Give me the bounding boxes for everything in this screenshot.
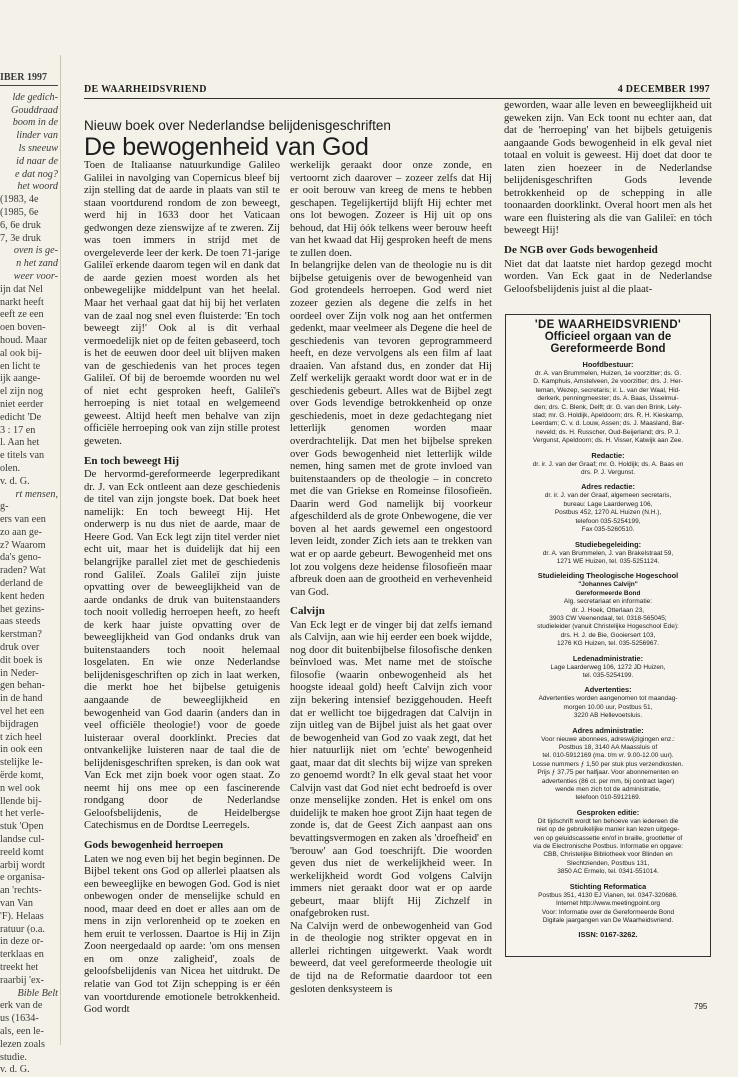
colophon-section [511,808,705,877]
article-column-3 [504,100,712,314]
strip-line: e titels van [0,450,45,462]
colophon-line: Gereformeerde Bond [575,589,641,597]
paragraph: werkelijk geraakt door onze zonde, en vertoornt zich daarover – zozeer zelfs dat Hij er ooit berouw van kreeg de mens te hebben geschapen. Tegelijkertijd blijft Hij echter met ons lot bewogen. Zozeer is Hij uit op ons behoud, dat Hij óók telkens weer berouw heeft van het kwaad dat Hij gesproken heeft de mens te zullen doen. [290,160,492,259]
strip-line: treekt het [0,961,39,973]
strip-line: v. d. G. [0,1064,30,1076]
strip-line: da's geno- [0,552,42,564]
strip-line: Bible Belt [17,987,58,999]
strip-line: als, een le- [0,1025,44,1037]
strip-line: us (1634- [0,1013,39,1025]
strip-line: e organisa- [0,872,45,884]
strip-line: lde gedich- [12,91,58,103]
colophon-line: Postbus 452, 1270 AL Huizen (N.H.), [554,509,662,517]
strip-line: g- [0,501,9,513]
colophon-line: stad; mr. G. Holdijk, Apeldoorn; drs. R. H. Kieskamp, [532,412,684,420]
strip-line: Gouddraad [11,104,58,116]
strip-line: narkt heeft [0,296,44,308]
strip-line: n wel ook [0,782,41,794]
colophon-section-heading: Gesproken editie: [576,807,640,817]
colophon-line: dr. J. Hoek, Otterlaan 23, [571,606,645,614]
strip-line: arbij wordt [0,859,45,871]
strip-line: an 'rechts- [0,885,42,897]
colophon-section-heading: Adres redactie: [581,482,635,492]
colophon-line: D. Kamphuis, Amstelveen, 2e voorzitter; drs. J. Her- [533,378,683,386]
strip-line: el zijn nog [0,386,44,398]
paragraph: Van Eck legt er de vinger bij dat zelfs iemand als Calvijn, aan wie hij eerder een boek wijdde, nog door dit buitenbijbelse filosofische denken beïnvloed was. Met name met de stoïsche filosofie (waarin onbewogenheid als het hoogste ideaal gold) heeft Calvijn zich voor zijn bekering intensief beziggehouden. Heeft dat er wellicht toe bijgedragen dat Calvijn in zijn uitleg van de Bijbel juist als het gaat over de bewogenheid van God zo vaak zegt, dat het hier natuurlijk niet om 'echte' bewogenheid gaat, maar dat dit slechts bij wijze van spreken zo genoemd wordt? In elk geval staat het voor Calvijn vast dat God niet echt bedroefd is over onze menselijke zonden. Het is enkel om ons duidelijk te maken hoe groot Zijn haat tegen de zonde is, dat de Geest Zich aanpast aan ons bevattingsvermogen en zaken als 'droefheid' en 'berouw' aan God toeschrijft. Die woorden geven dus niet de werkelijkheid weer. In werkelijkheid wordt God volgens Calvijn immers niet geraakt door wat er op aarde gebeurt, maar blijft Hij Zichzelf in onafgebroken rust. [290,619,492,920]
colophon-line: Voor nieuwe abonnees, adreswijzigingen enz.: [541,735,675,743]
colophon-line: Losse nummers ƒ 1,50 per stuk plus verzendkosten. [532,760,684,768]
colophon-line: Prijs ƒ 37,75 per halfjaar. Voor abonnementen en [537,769,679,777]
strip-line: aas steeds [0,616,41,628]
section-heading: Gods bewogenheid herroepen [84,838,224,851]
strip-line: oen boven- [0,322,46,334]
colophon-line: drs. H. J. de Bie, Gooiersert 103, [560,631,656,639]
colophon-section-heading: Studieleiding Theologische Hogeschool [537,571,679,581]
strip-line: ërde komt, [0,770,44,782]
strip-line: in de hand [0,693,43,705]
colophon-line: Dit tijdschrift wordt ten behoeve van iedereen die [537,817,679,825]
strip-line: houd. Maar [0,334,47,346]
colophon-line: bureau: Lage Laarderweg 106, [563,500,653,508]
colophon-line: niet op de gebruikelijke manier kan lezen uitgege- [536,826,680,834]
strip-line: (1983, 4e [0,194,39,206]
colophon-line: drs. P. J. Vergunst. [580,469,636,477]
colophon-line: Postbus 351, 4130 EJ Vianen, tel. 0347-320686. [538,891,678,899]
strip-line: lezen zoals [0,1038,45,1050]
colophon-subtitle: Officieel orgaan van de [544,331,672,343]
colophon-section [511,726,705,803]
colophon-line: Internet http://www.meetingpoint.org [555,900,661,908]
colophon-line: morgen 10.00 uur, Postbus 51, [563,703,653,711]
strip-line: kent heden [0,590,45,602]
paragraph: Laten we nog even bij het begin beginnen. De Bijbel tekent ons God op allerlei plaatsen als een beweeglijke en bewogen God. God is niet onbewogen onder de menselijke schuld en nood, maar deed en doet er alles aan om de mens in zijn verlorenheid op te zoeken en hem eruit te verlossen. Daartoe is Hij in Zijn Zoon neergedaald op aarde: 'om ons mensen en om onze zaligheid', zoals de geloofsbelijdenis van Nicea het uitdrukt. De relatie van God tot Zijn schepping is er één van voortdurende emotionele betrokkenheid. God wordt [84,853,280,1016]
colophon-line: den; drs. C. Blenk, Delft; dr. G. van den Brink, Lely- [534,403,682,411]
colophon-line: 1276 KG Huizen, tel. 035-5256967. [557,640,659,648]
colophon-section [511,571,705,648]
colophon-line: dr. ir. J. van der Graaf; mr. G. Holdijk; ds. A. Baas en [532,460,684,468]
paragraph: Niet dat dat laatste niet hardop gezegd mocht worden. Van Eck gaat in de Nederlandse Geloofsbelijdenis juist al die plaat- [504,258,712,295]
strip-line: 'F). Helaas [0,910,44,922]
colophon-section [511,360,705,446]
section-heading: En toch beweegt Hij [84,454,180,467]
page-number: 795 [694,1002,708,1011]
strip-line: eeft ze een [0,309,44,321]
strip-line: rt mensen, [15,488,58,500]
colophon-line: advertenties (86 ct. per mm, bij contract lager) [541,777,675,785]
colophon-section-heading: ISSN: 0167-3262. [578,930,638,940]
strip-line: derland de [0,578,43,590]
strip-line: vel het een [0,706,45,718]
colophon-line: Postbus 18, 3140 AA Maassluis of [558,744,658,751]
strip-line: l. Aan het [0,437,40,449]
colophon-section-heading: Stichting Reformatica [569,881,647,891]
colophon-line: 3220 AB Hellevoetsluis. [573,712,643,720]
strip-line: v. d. G. [0,475,30,487]
colophon-line: ven op geluidscassette en/of in braille, grootletter of [533,834,683,842]
strip-line: gen behan- [0,680,45,692]
article-column-2 [290,160,492,1040]
strip-line: ijk aange- [0,373,41,385]
strip-line: bijdragen [0,718,39,730]
strip-line: stelijke le- [0,757,43,769]
section-heading: De NGB over Gods bewogenheid [504,244,658,257]
strip-line: het woord [17,181,58,193]
article-kicker: Nieuw boek over Nederlandse belijdenisgeschriften [84,118,391,133]
colophon-line: Lage Laarderweg 106, 1272 JD Huizen, [550,663,666,671]
colophon-line: CBB, Christelijke Bibliotheek voor Blinden en [543,851,673,859]
strip-line: 3 : 17 en [0,424,36,436]
colophon-line: Leerdam; C. v. d. Louw, Assen; ds. J. Maasland, Bar- [531,420,685,428]
colophon-section-heading: Advertenties: [584,685,632,695]
strip-line: niet eerder [0,398,44,410]
strip-line: e dat nog? [14,168,58,180]
paragraph: De hervormd-gereformeerde legerpredikant dr. J. van Eck ontleent aan deze geschiedenis de titel van zijn jongste boek. Dat boek heet namelijk: En toch beweegt Hij. Het onderwerp is nu dus niet de aarde, maar de Heere God. Van Eck legt zijn titel verder niet echt uit, maar het is duidelijk dat hij een belangrijke parallel ziet met de geschiedenis rond Galileï. Zoals Galileï zijn juiste opvatting over de beweeglijkheid van de aarde ondanks de druk van buitenstaanders toch nooit volledig herroepen heeft, zo heeft de kerk haar juiste opvatting over de beweeglijkheid van God ondanks druk van buitenstaanders toch nooit helemaal losgelaten. En wie onze Nederlandse belijdenisgeschriften op zich in laat werken, die merkt hoe het bijbelse getuigenis aangaande de beweeglijkheid en bewogenheid van God daarin (anders dan in veel officiële theologie!) voor de goede luisteraar overal doorklinkt. Precies dat ontvankelijke luisteren naar de taal die de belijdenisgeschriften spreken, is dan ook wat Van Eck met zijn boek voor ogen staat. Zo neemt hij ons mee op een fascinerende rondgang door de Nederlandse Geloofsbelijdenis, de Heidelbergse Catechismus en de Dordtse Leerregels. [84,469,280,832]
header-rule [84,98,710,99]
strip-line: landse cul- [0,834,45,846]
strip-line: t het verle- [0,808,45,820]
colophon-line: studieleider (vanuit Christelijke Hogeschool Ede): [537,623,679,631]
paragraph: Na Calvijn werd de onbewogenheid van God in de theologie nog strikter opgevat en in allerlei richtingen uitgewerkt. Vaak wordt beweerd, dat veel gereformeerde theologie uit de tijd na de Reformatie daardoor tot een gesloten denksysteem is [290,920,492,995]
colophon-line: dr. A. van Brummelen, J. van Brakelstraat 59, [542,549,674,557]
colophon-line: dr. A. van Brummelen, Huizen, 1e voorzitter; ds. G. [534,370,682,377]
strip-line: zo aan ge- [0,526,42,538]
previous-page-strip [0,72,58,1076]
article-column-1 [84,160,280,1040]
strip-line: het gezins- [0,603,45,615]
colophon-section [511,654,705,681]
article-title: De bewogenheid van God [84,133,369,161]
strip-line: studie. [0,1051,27,1063]
colophon-line: telefoon 010-5912169. [575,794,641,802]
colophon-line: Slechtzienden, Postbus 131, [566,859,650,867]
colophon-line: neveld; ds. H. Russcher, Oud-Beijerland; drs. P. J. [535,428,681,436]
strip-line: raden? Wat [0,565,46,577]
strip-line: ers van een [0,514,46,526]
colophon-section [511,451,705,478]
section-heading: Calvijn [290,605,325,618]
colophon-line: 3903 CW Veenendaal, tel. 0318-565045; [549,614,667,622]
colophon-section [511,482,705,534]
colophon-line: 3850 AC Ermelo, tel. 0341-551014. [557,868,659,876]
colophon-section-heading: Redactie: [591,450,625,460]
strip-line: erk van de [0,1000,43,1012]
strip-line: kerstman? [0,629,42,641]
colophon-line: Digitale jaargangen van De Waarheidsvriend. [542,916,674,924]
colophon-line: Fax 035-5260510. [581,526,635,534]
previous-page-header: IBER 1997 [0,72,58,86]
strip-line: ijn dat Nel [0,283,44,295]
colophon-line: teman, Wezep, secretaris; ir. L. van der Waal, Hid- [535,386,681,394]
colophon-section [511,930,705,939]
colophon-line: tel. 035-5254199. [582,671,634,679]
strip-line: in Neder- [0,667,39,679]
strip-line: 6, 6e druk [0,219,42,231]
page-edge [60,55,61,1045]
colophon-line: wende men zich tot de administratie, [555,786,661,794]
colophon-line: "Johannes Calvijn" [578,581,638,589]
strip-line: van Van [0,898,33,909]
colophon-section [511,685,705,720]
colophon-line: Voor: Informatie over de Gereformeerde Bond [541,908,675,916]
paragraph: geworden, waar alle leven en beweeglijkheid uit geweken zijn. Van Eck toont nu echter aan, dat dat de 'herroeping' van het bijbels getuigenis aangaande Gods bewogenheid in elk geval niet totaal en voluit is geweest. Hij doet dat door te laten zien hoezeer in de Nederlandse belijdenisgeschriften Gods levende betrokkenheid op de schepping in alle toonaarden doorklinkt. Overal hoort men als het ware een fluistering als die van Galileï: en tóch beweegt Hij! [504,100,712,237]
running-head [84,84,710,98]
colophon-section-heading: Hoofdbestuur: [582,360,634,369]
strip-line: in deze or- [0,936,44,948]
strip-line: dit boek is [0,654,43,666]
strip-line: linder van [16,130,58,142]
colophon-section-heading: Studiebegeleiding: [574,539,642,549]
colophon-line: telefoon 035-5254199, [575,517,641,525]
strip-line: en licht te [0,360,41,372]
colophon-line: Alg. secretariaat en informatie: [563,598,653,606]
strip-line: ratuur (o.a. [0,923,45,935]
strip-line: reeld komt [0,846,44,858]
strip-line: terklaas en [0,949,44,961]
strip-line: (1985, 6e [0,206,39,218]
strip-line: oven is ge- [13,245,58,257]
strip-line: boom in de [12,117,58,129]
issue-date: 4 DECEMBER 1997 [617,84,710,95]
strip-line: weer voor- [13,270,58,282]
strip-line: olen. [0,462,21,474]
colophon-section-heading: Ledenadministratie: [572,653,644,663]
colophon-box [505,314,711,957]
strip-line: n het zand [16,258,58,270]
strip-line: t zich heel [0,731,42,743]
previous-page-text [0,92,58,1077]
colophon-section [511,540,705,567]
colophon-line: Advertenties worden aangenomen tot maandag- [538,695,678,703]
colophon-organisation: Gereformeerde Bond [550,343,666,355]
strip-line: raarbij 'ex- [0,974,44,986]
strip-line: id naar de [16,155,58,167]
colophon-title: 'DE WAARHEIDSVRIEND' [534,319,682,331]
strip-line: ls sneeuw [18,142,58,154]
colophon-line: derkerk, penningmeester; ds. A. Baas, IJsselmui- [537,395,679,403]
strip-line: in ook een [0,744,43,756]
strip-line: druk over [0,642,40,654]
colophon-line: Vergunst, Apeldoorn; ds. H. Visser, Katwijk aan Zee. [532,437,684,445]
strip-line: al ook bij- [0,347,42,359]
colophon-section-heading: Adres administratie: [572,725,644,735]
strip-line: llende bij- [0,795,42,807]
colophon-line: via de Electronische Postbus. Informatie en opgave: [533,843,683,851]
strip-line: edicht 'De [0,411,42,423]
colophon-line: tel. 010-5912169 (ma. t/m vr. 9.00-12.00 uur). [542,752,674,760]
paragraph: In belangrijke delen van de theologie nu is dit bijbelse getuigenis over de bewogenheid van God grotendeels herroepen. God werd niet zozeer gezien als degene die zelfs in het oordeel over Zijn volk nog aan het ontfermen gedenkt, maar veelmeer als Degene die heel de geschiedenis van tevoren geprogrammeerd heeft, en deze vervolgens als een film af laat draaien. Van afstand dus, en zonder dat Hij Zelf werkelijk geraakt wordt door wat er in de geschiedenis gebeurt. Alles wat de Bijbel zegt over Gods levendige betrokkenheid op onze geschiedenis, moet in deze gedachtegang niet letterlijk genomen worden maar overdrachtelijk. Dat men het bijbelse spreken over Gods bewogenheid niet letterlijk wilde nemen, hing samen met de grote invloed van buitenstaanders op de theologie – in concreto met die van Griekse en Romeinse filosofieën. Daarin werd God namelijk bij voorkeur afgeschilderd als de grote Onbewogene, die ver boven al het aards gewemel een ongestoord leven leidt, zonder Zich iets aan te trekken van wat er op aarde gebeurt. Bewogenheid met ons lot zou volgens deze heidense filosofieën maar afbreuk doen aan de grootheid en verhevenheid van God. [290,260,492,598]
publication-name: DE WAARHEIDSVRIEND [84,84,207,95]
colophon-section [511,882,705,926]
strip-line: 7, 3e druk [0,232,42,244]
colophon-sections [506,360,710,939]
colophon-line: 1271 WE Huizen, tel. 035-5251124. [556,557,660,565]
strip-line: z? Waarom [0,539,46,551]
colophon-line: dr. ir. J. van der Graaf, algemeen secretaris, [544,492,672,500]
paragraph: Toen de Italiaanse natuurkundige Galileo Galilei in navolging van Copernicus bleef bij zijn stelling dat de aarde in plaats van stil te staan voortdurend rondom de zon beweegt, werd hij in 1633 door het Vaticaan gedwongen deze zienswijze af te zweren. Zij was toen immers in strijd met de overgeleverde leer der kerk. De toen 71-jarige Galileï erkende daarom tegen wil en dank dat de aarde gezien moest worden als het onbewegelijke middelpunt van het heelal. Maar het verhaal gaat dat hij bij het verlaten van de zaal nog snel even fluisterde: 'En toch beweegt zij!' Ook al is dit verhaal vermoedelijk niet op de feiten gebaseerd, toch is het de eeuwen door deel uit blijven maken van de geschiedenis van het proces tegen Galileï. Of bij de beroemde woorden nu wel of niet echt gesproken heeft, Galileï's herroeping is niet totaal en welgemeend geweest. Altijd heeft men behalve van zijn officiële herroeping ook van zijn stille protest geweten. [84,160,280,448]
strip-line: stuk 'Open [0,821,44,833]
